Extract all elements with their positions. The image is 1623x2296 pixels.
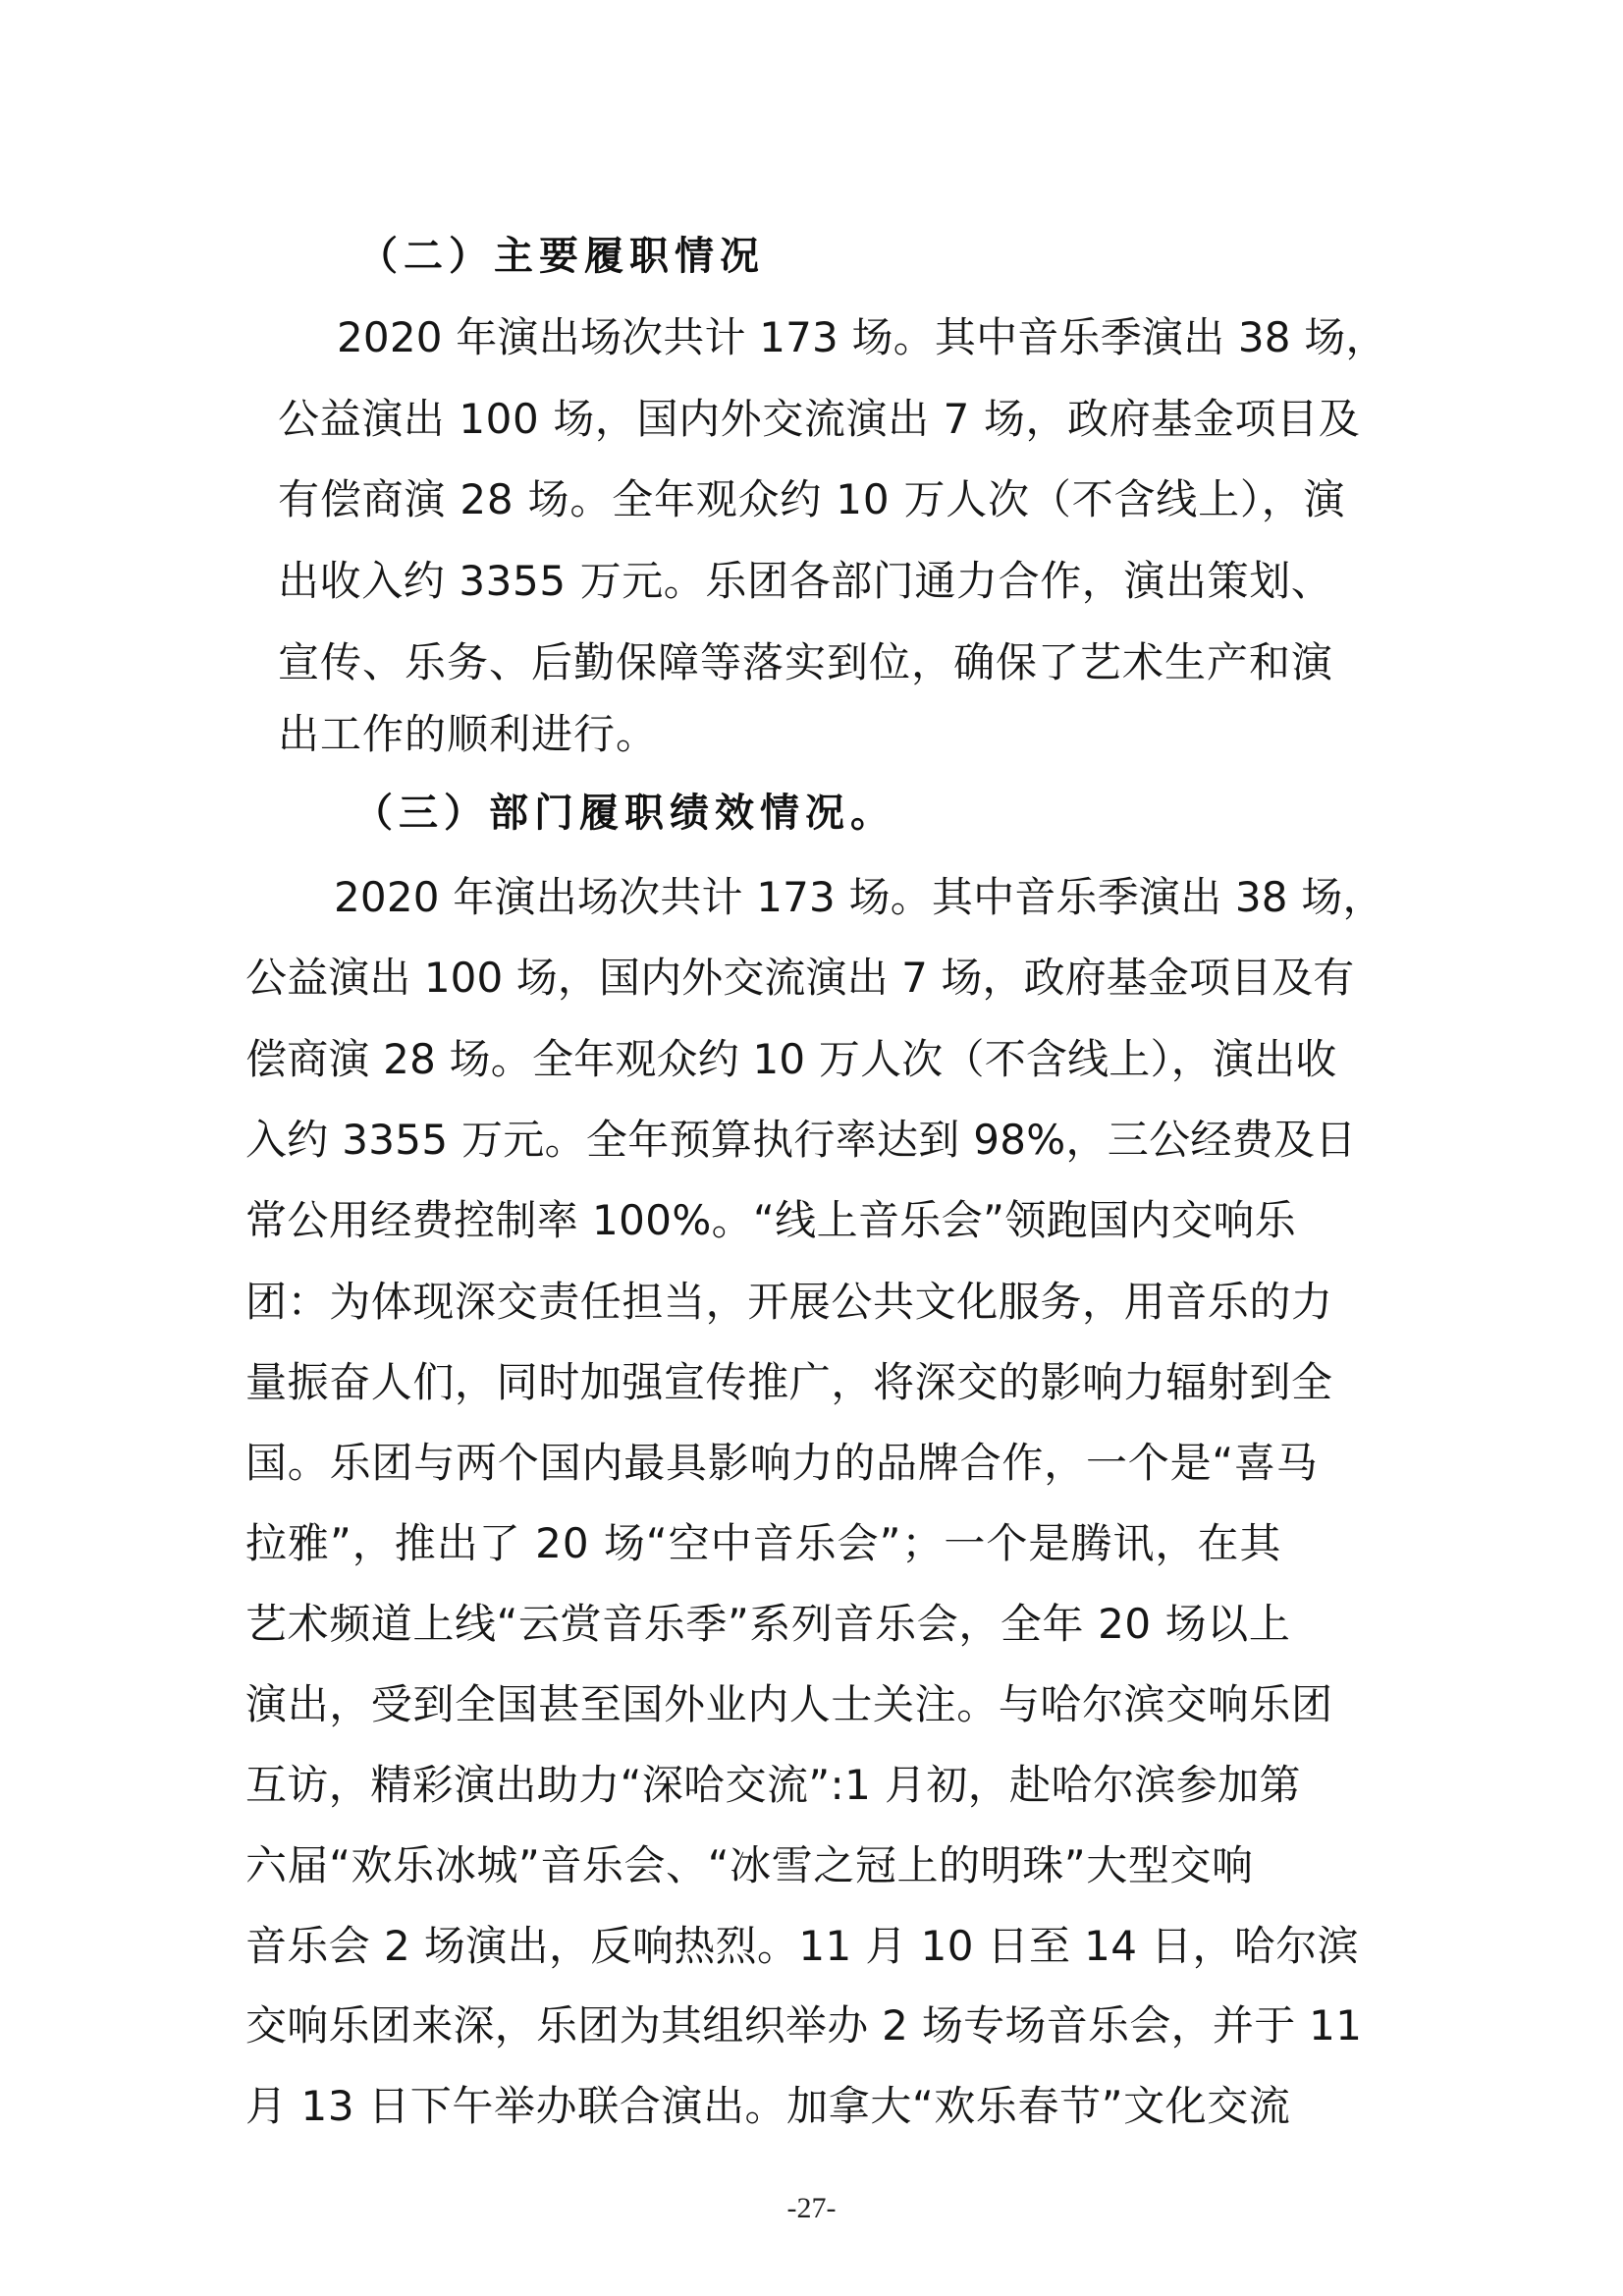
paragraph-line: 互访，精彩演出助力“深哈交流”:1 月初，赴哈尔滨参加第 — [245, 1761, 1301, 1809]
paragraph-line: 量振奋人们，同时加强宣传推广，将深交的影响力辐射到全 — [245, 1358, 1333, 1406]
paragraph-line: 音乐会 2 场演出，反响热烈。11 月 10 日至 14 日，哈尔滨 — [245, 1922, 1360, 1970]
section-2-heading: （二）主要履职情况 — [358, 233, 765, 279]
paragraph-line: 出收入约 3355 万元。乐团各部门通力合作，演出策划、 — [278, 557, 1333, 605]
paragraph-line: 公益演出 100 场，国内外交流演出 7 场，政府基金项目及 — [278, 395, 1361, 443]
paragraph-line: 出工作的顺利进行。 — [278, 710, 659, 758]
paragraph-line: 2020 年演出场次共计 173 场。其中音乐季演出 38 场， — [337, 313, 1387, 361]
paragraph-line: 宣传、乐务、后勤保障等落实到位，确保了艺术生产和演 — [278, 638, 1334, 686]
paragraph-line: 国。乐团与两个国内最具影响力的品牌合作，一个是“喜马 — [245, 1439, 1319, 1487]
paragraph-line: 常公用经费控制率 100%。“线上音乐会”领跑国内交响乐 — [245, 1196, 1297, 1244]
paragraph-line: 入约 3355 万元。全年预算执行率达到 98%，三公经费及日 — [245, 1116, 1357, 1164]
paragraph-line: 月 13 日下午举办联合演出。加拿大“欢乐春节”文化交流 — [245, 2082, 1291, 2130]
section-3-heading: （三）部门履职绩效情况。 — [353, 790, 895, 836]
paragraph-line: 演出，受到全国甚至国外业内人士关注。与哈尔滨交响乐团 — [245, 1680, 1333, 1728]
paragraph-line: 六届“欢乐冰城”音乐会、“冰雪之冠上的明珠”大型交响 — [245, 1841, 1254, 1889]
paragraph-line: 有偿商演 28 场。全年观众约 10 万人次（不含线上），演 — [278, 475, 1346, 523]
paragraph-line: 拉雅”，推出了 20 场“空中音乐会”；一个是腾讯，在其 — [245, 1519, 1282, 1567]
paragraph-line: 艺术频道上线“云赏音乐季”系列音乐会，全年 20 场以上 — [245, 1600, 1291, 1648]
paragraph-line: 2020 年演出场次共计 173 场。其中音乐季演出 38 场， — [334, 873, 1384, 921]
paragraph-line: 偿商演 28 场。全年观众约 10 万人次（不含线上），演出收 — [245, 1035, 1337, 1083]
paragraph-line: 公益演出 100 场，国内外交流演出 7 场，政府基金项目及有 — [245, 954, 1355, 1002]
paragraph-line: 团：为体现深交责任担当，开展公共文化服务，用音乐的力 — [245, 1278, 1333, 1326]
paragraph-line: 交响乐团来深，乐团为其组织举办 2 场专场音乐会，并于 11 — [245, 2001, 1363, 2050]
page-number: -27- — [786, 2192, 837, 2224]
